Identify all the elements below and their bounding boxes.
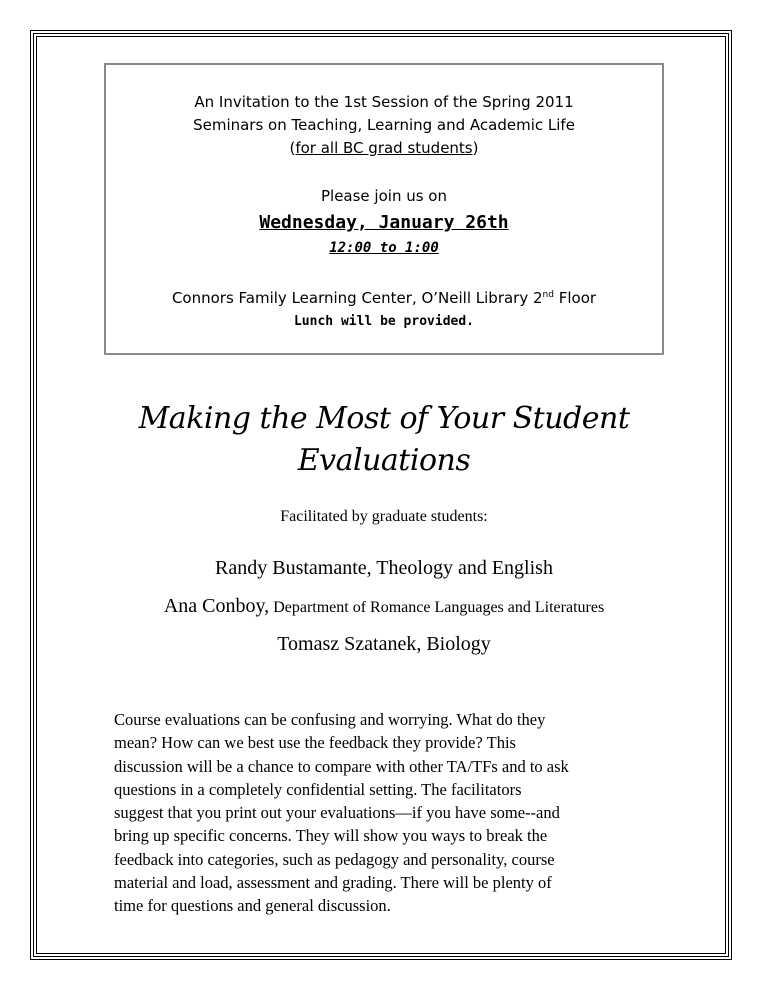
facilitator-2 (40, 595, 728, 618)
description-line: questions in a completely confidential setting. The facilitators (114, 779, 522, 799)
title-line-1: Making the Most of Your Student (138, 401, 630, 436)
description-line: bring up specific concerns. They will show you ways to break the (114, 826, 548, 846)
description-line: feedback into categories, such as pedagogy and personality, course (114, 849, 555, 869)
facilitator-dept: Biology (421, 633, 491, 655)
facilitator-dept: Department of Romance Languages and Literatures (269, 599, 605, 616)
location-ordinal: nd (542, 290, 554, 300)
description-line: time for questions and general discussion. (114, 896, 391, 916)
facilitated-by: Facilitated by graduate students: (280, 508, 488, 525)
facilitator-name: Ana Conboy, (163, 595, 270, 617)
invitation-line-2: Seminars on Teaching, Learning and Academic Life (193, 116, 575, 134)
facilitator-dept: Theology and English (371, 557, 553, 579)
description (114, 708, 674, 918)
description-line: discussion will be a chance to compare with other TA/TFs and to ask (114, 756, 569, 776)
invitation-line-3 (106, 138, 662, 158)
facilitator-3 (40, 633, 728, 656)
event-location (106, 288, 662, 308)
event-time: 12:00 to 1:00 (329, 240, 439, 256)
facilitator-1 (40, 557, 728, 580)
paren-close: ) (472, 139, 479, 157)
location-floor: Floor (553, 289, 597, 307)
title-line-2: Evaluations (297, 443, 471, 478)
event-date: Wednesday, January 26th (259, 212, 509, 233)
paren-open: ( (289, 139, 296, 157)
invitation-box (104, 63, 664, 355)
description-line: Course evaluations can be confusing and worrying. What do they (114, 710, 546, 729)
description-line: mean? How can we best use the feedback they provide? This (114, 733, 516, 753)
audience-note: for all BC grad students (295, 139, 473, 157)
join-text: Please join us on (320, 187, 447, 205)
description-line: material and load, assessment and grading. There will be plenty of (114, 873, 552, 893)
facilitator-name: Tomasz Szatanek, (277, 633, 422, 655)
description-line: suggest that you print out your evaluations—if you have some--and (114, 803, 560, 823)
location-text: Connors Family Learning Center, O’Neill Library 2 (171, 289, 543, 307)
lunch-note: Lunch will be provided. (293, 314, 474, 329)
facilitator-name: Randy Bustamante, (215, 557, 372, 579)
invitation-line-1: An Invitation to the 1st Session of the Spring 2011 (194, 93, 574, 111)
